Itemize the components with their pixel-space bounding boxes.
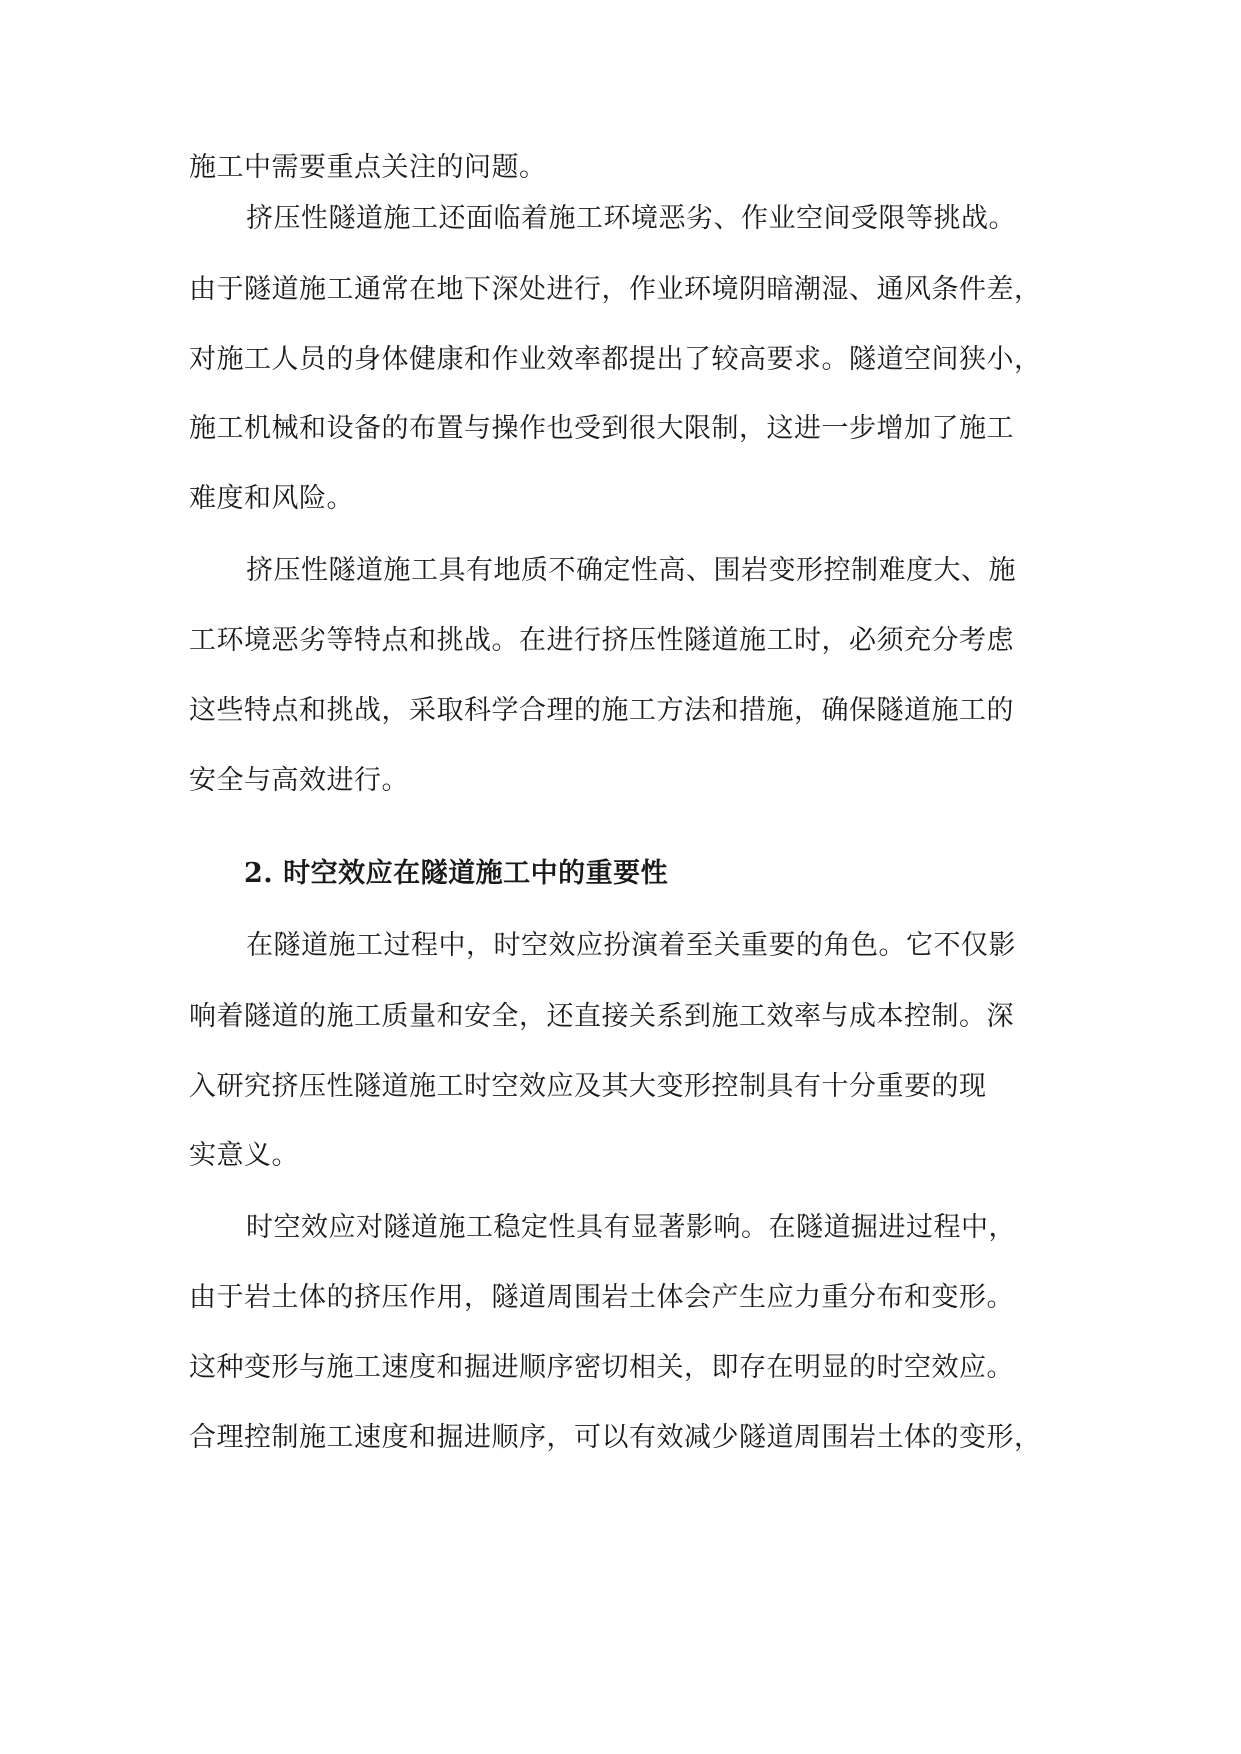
paragraph-line: 在隧道施工过程中，时空效应扮演着至关重要的角色。它不仅影 (246, 930, 1016, 961)
paragraph-line: 工环境恶劣等特点和挑战。在进行挤压性隧道施工时，必须充分考虑 (189, 625, 1014, 656)
paragraph-line: 时空效应对隧道施工稳定性具有显著影响。在隧道掘进过程中， (246, 1212, 1016, 1243)
paragraph-line: 挤压性隧道施工具有地质不确定性高、围岩变形控制难度大、施 (246, 555, 1016, 586)
paragraph-line: 挤压性隧道施工还面临着施工环境恶劣、作业空间受限等挑战。 (246, 203, 1016, 234)
paragraph-line: 入研究挤压性隧道施工时空效应及其大变形控制具有十分重要的现 (189, 1071, 987, 1102)
paragraph-line: 实意义。 (189, 1140, 299, 1171)
paragraph-line: 施工中需要重点关注的问题。 (189, 152, 547, 183)
paragraph-line: 安全与高效进行。 (189, 765, 409, 796)
paragraph-line: 由于隧道施工通常在地下深处进行，作业环境阴暗潮湿、通风条件差， (189, 274, 1042, 305)
paragraph-line: 由于岩土体的挤压作用，隧道周围岩土体会产生应力重分布和变形。 (189, 1282, 1014, 1313)
paragraph-line: 响着隧道的施工质量和安全，还直接关系到施工效率与成本控制。深 (189, 1001, 1014, 1032)
paragraph-line: 难度和风险。 (189, 483, 354, 514)
paragraph-line: 对施工人员的身体健康和作业效率都提出了较高要求。隧道空间狭小， (189, 344, 1042, 375)
paragraph-line: 合理控制施工速度和掘进顺序，可以有效减少隧道周围岩土体的变形， (189, 1422, 1042, 1453)
section-heading: 2. 时空效应在隧道施工中的重要性 (244, 858, 669, 889)
paragraph-line: 施工机械和设备的布置与操作也受到很大限制，这进一步增加了施工 (189, 413, 1014, 444)
paragraph-line: 这种变形与施工速度和掘进顺序密切相关，即存在明显的时空效应。 (189, 1352, 1014, 1383)
paragraph-line: 这些特点和挑战，采取科学合理的施工方法和措施，确保隧道施工的 (189, 695, 1014, 726)
